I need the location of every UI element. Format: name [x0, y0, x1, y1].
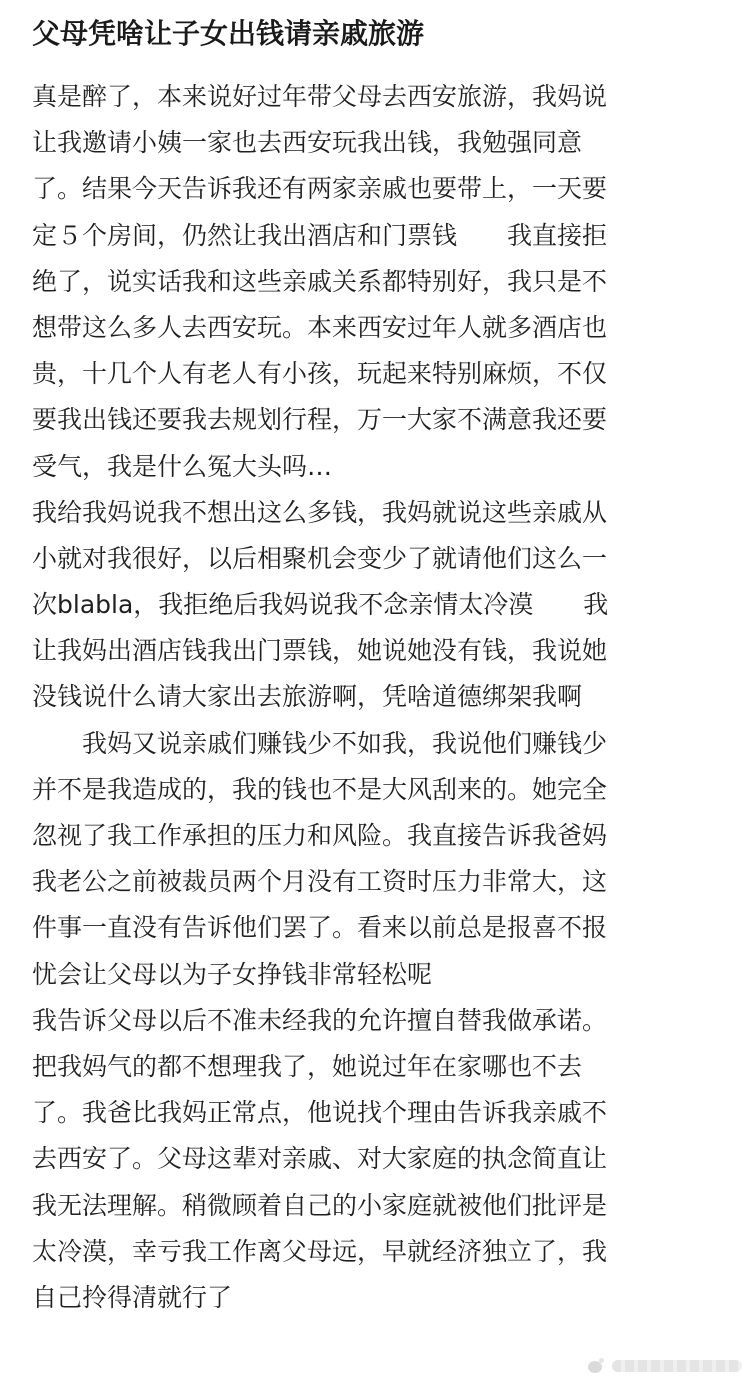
body-line: 忽视了我工作承担的压力和风险。我直接告诉我爸妈 [32, 821, 608, 850]
body-line: 我给我妈说我不想出这么多钱，我妈就说这些亲戚从 [32, 497, 608, 527]
watermark [586, 1354, 742, 1378]
watermark-blurred-handle [612, 1360, 742, 1372]
body-line: 真是醉了，本来说好过年带父母去西安旅游，我妈说 [32, 82, 608, 111]
body-line: 绝了，说实话我和这些亲戚关系都特别好，我只是不 [32, 266, 608, 296]
body-line: 自己拎得清就行了 [32, 1282, 233, 1312]
body-line: 我告诉父母以后不准未经我的允许擅自替我做承诺。 [32, 1005, 608, 1035]
body-line: 并不是我造成的，我的钱也不是大风刮来的。她完全 [32, 774, 608, 804]
body-line: 我老公之前被裁员两个月没有工资时压力非常大，这 [32, 867, 608, 897]
body-line: 小就对我很好，以后相聚机会变少了就请他们这么一 [32, 543, 608, 573]
body-line: 我妈又说亲戚们赚钱少不如我，我说他们赚钱少 [32, 728, 608, 758]
post-title: 父母凭啥让子女出钱请亲戚旅游 [32, 17, 425, 50]
body-line: 要我出钱还要我去规划行程，万一大家不满意我还要 [32, 405, 608, 435]
body-line: 让我邀请小姨一家也去西安玩我出钱，我勉强同意 [32, 128, 583, 158]
body-line: 了。我爸比我妈正常点，他说找个理由告诉我亲戚不 [32, 1098, 608, 1128]
body-line: 我无法理解。稍微顾着自己的小家庭就被他们批评是 [32, 1190, 608, 1220]
body-line: 去西安了。父母这辈对亲戚、对大家庭的执念简直让 [32, 1144, 608, 1174]
post-body [32, 74, 732, 1321]
body-line: 定５个房间，仍然让我出酒店和门票钱 我直接拒 [32, 220, 608, 250]
body-line: 忧会让父母以为子女挣钱非常轻松呢 [32, 959, 433, 989]
body-line: 受气，我是什么冤大头吗… [32, 451, 333, 481]
body-line: 把我妈气的都不想理我了，她说过年在家哪也不去 [32, 1051, 583, 1081]
weibo-logo-icon [586, 1357, 608, 1375]
body-line: 想带这么多人去西安玩。本来西安过年人就多酒店也 [32, 312, 608, 342]
body-line: 次blabla，我拒绝后我妈说我不念亲情太冷漠 我 [32, 590, 609, 620]
body-line: 了。结果今天告诉我还有两家亲戚也要带上，一天要 [32, 174, 608, 204]
body-line: 让我妈出酒店钱我出门票钱，她说她没有钱，我说她 [32, 636, 608, 666]
body-line: 件事一直没有告诉他们罢了。看来以前总是报喜不报 [32, 913, 608, 943]
body-line: 没钱说什么请大家出去旅游啊，凭啥道德绑架我啊 [32, 682, 583, 712]
body-line: 太冷漠，幸亏我工作离父母远，早就经济独立了，我 [32, 1236, 608, 1266]
body-line: 贵，十几个人有老人有小孩，玩起来特别麻烦，不仅 [32, 359, 608, 389]
